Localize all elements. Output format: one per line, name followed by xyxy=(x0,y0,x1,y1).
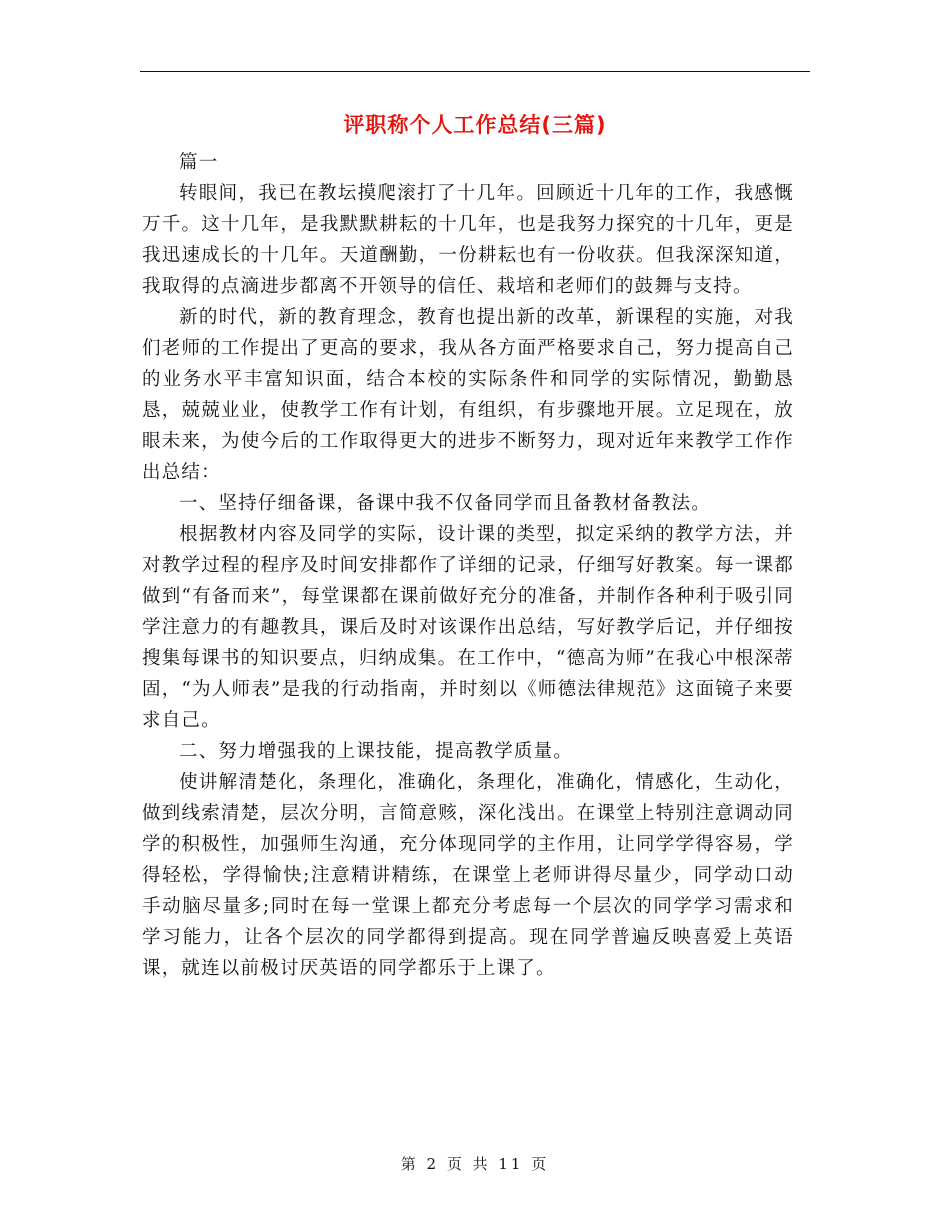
paragraph-intro: 转眼间，我已在教坛摸爬滚打了十几年。回顾近十几年的工作，我感慨万千。这十几年，是我默默耕耘的十几年，也是我努力探究的十几年，更是我迅速成长的十几年。天道酬勤，一份耕耘也有一份收获。但我深深知道，我取得的点滴进步都离不开领导的信任、栽培和老师们的鼓舞与支持。 xyxy=(142,183,794,297)
document-body xyxy=(142,147,794,984)
page-footer: 第 2 页 共 11 页 xyxy=(400,1155,550,1173)
paragraph-teaching-skills: 使讲解清楚化，条理化，准确化，条理化，准确化，情感化，生动化，做到线索清楚，层次分明，言简意赅，深化浅出。在课堂上特别注意调动同学的积极性，加强师生沟通，充分体现同学的主作用，让同学学得容易，学得轻松，学得愉快;注意精讲精练，在课堂上老师讲得尽量少，同学动口动手动脑尽量多;同时在每一堂课上都充分考虑每一个层次的同学学习需求和学习能力，让各个层次的同学都得到提高。现在同学普遍反映喜爱上英语课，就连以前极讨厌英语的同学都乐于上课了。 xyxy=(142,772,794,979)
paragraph-new-era: 新的时代，新的教育理念，教育也提出新的改革，新课程的实施，对我们老师的工作提出了更高的要求，我从各方面严格要求自己，努力提高自己的业务水平丰富知识面，结合本校的实际条件和同学的实际情况，勤勤恳恳，兢兢业业，使教学工作有计划，有组织，有步骤地开展。立足现在，放眼未来，为使今后的工作取得更大的进步不断努力，现对近年来教学工作作出总结： xyxy=(142,307,794,483)
heading-teaching-skills: 二、努力增强我的上课技能，提高教学质量。 xyxy=(179,741,574,762)
section-heading-part-one: 篇一 xyxy=(179,152,219,173)
header-rule xyxy=(140,71,810,72)
paragraph-lesson-preparation: 根据教材内容及同学的实际，设计课的类型，拟定采纳的教学方法，并对教学过程的程序及时间安排都作了详细的记录，仔细写好教案。每一课都做到“有备而来”，每堂课都在课前做好充分的准备，并制作各种利于吸引同学注意力的有趣教具，课后及时对该课作出总结，写好教学后记，并仔细按搜集每课书的知识要点，归纳成集。在工作中，“德高为师”在我心中根深蒂固，“为人师表”是我的行动指南，并时刻以《师德法律规范》这面镜子来要求自己。 xyxy=(142,524,794,731)
document-title: 评职称个人工作总结(三篇) xyxy=(343,113,607,137)
heading-lesson-preparation: 一、坚持仔细备课，备课中我不仅备同学而且备教材备教法。 xyxy=(179,493,711,514)
